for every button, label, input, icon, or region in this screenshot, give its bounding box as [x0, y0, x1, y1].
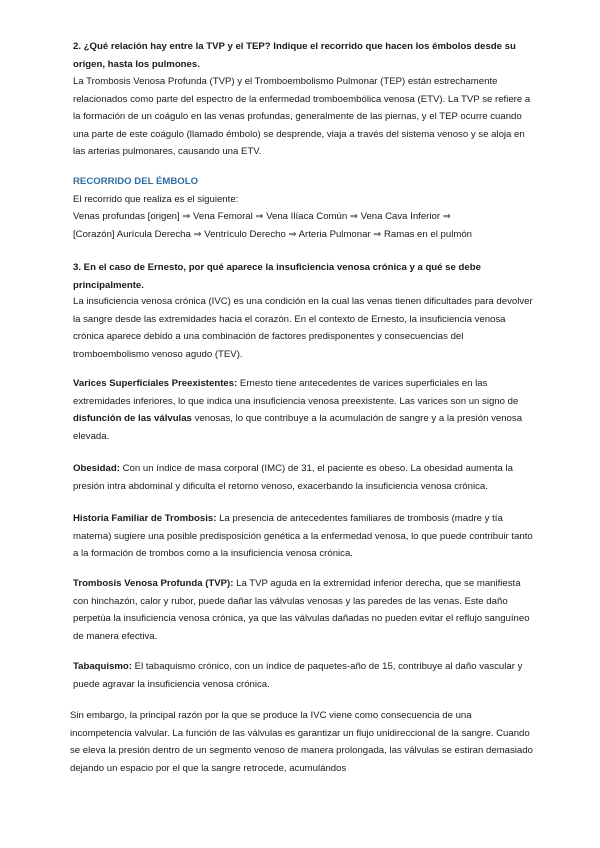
factor-text: La presencia de antecedentes familiares de trombosis (madre y tía materna) sugiere una posible predisposición genética a la enfermedad venosa, lo que puede contribuir tanto a la formación de trombos como a la insuficiencia venosa crónica.: [73, 513, 533, 560]
factor-tabaquismo: [73, 658, 535, 693]
route-line-1: Venas profundas [origen] ⇒ Vena Femoral ⇒ Vena Ilíaca Común ⇒ Vena Cava Inferior ⇒: [73, 211, 451, 222]
factor-label: Varices Superficiales Preexistentes:: [73, 378, 238, 389]
factor-label: Obesidad:: [73, 463, 120, 474]
factor-text: Ernesto tiene antecedentes de varices superficiales en las extremidades inferiores, lo que indica una insuficiencia venosa preexistente. Las varices son un signo de: [73, 378, 519, 407]
factor-text: Con un índice de masa corporal (IMC) de 31, el paciente es obeso. La obesidad aumenta la presión intra abdominal y dificulta el retorno venoso, exacerbando la insuficiencia venosa crónica.: [73, 463, 513, 492]
answer-3-paragraph: La insuficiencia venosa crónica (IVC) es una condición en la cual las venas tienen dificultades para devolver la sangre desde las extremidades hacia el corazón. En el contexto de Ernesto, la insuficiencia venosa crónica aparece debido a una combinación de factores predisponentes y consecuencias del tromboembolismo venoso agudo (TEV).: [73, 296, 533, 360]
factor-tvp: [73, 575, 535, 645]
factor-text: El tabaquismo crónico, con un índice de paquetes-año de 15, contribuye al daño vascular y puede agravar la insuficiencia venosa crónica.: [73, 661, 523, 690]
factor-text: La TVP aguda en la extremidad inferior derecha, que se manifiesta con hinchazón, calor y rubor, puede dañar las válvulas venosas y las paredes de las venas. Este daño perpetúa la insuficiencia venosa crónica, ya que las válvulas dañadas no pueden evitar el reflujo sanguíneo de manera efectiva.: [73, 578, 530, 642]
factor-label: Historia Familiar de Trombosis:: [73, 513, 217, 524]
factor-emphasis: disfunción de las válvulas: [73, 413, 192, 425]
closing-paragraph: Sin embargo, la principal razón por la que se produce la IVC viene como consecuencia de una incompetencia valvular. La función de las válvulas es garantizar un flujo unidireccional de la sangre. Cuando se eleva la presión dentro de un segmento venoso de manera prolongada, las válvulas se estiran demasiado dejando un espacio por el que la sangre retrocede, acumulándos: [70, 710, 533, 774]
factor-label: Trombosis Venosa Profunda (TVP):: [73, 578, 234, 589]
factor-text-cont: venosas, lo que contribuye a la acumulación de sangre y a la presión venosa elevada.: [73, 413, 523, 442]
route-heading: RECORRIDO DEL ÉMBOLO: [73, 176, 199, 187]
route-intro: El recorrido que realiza es el siguiente:: [73, 194, 239, 205]
factor-varices: [73, 375, 535, 445]
question-2: 2. ¿Qué relación hay entre la TVP y el TEP? Indique el recorrido que hacen los émbolos desde su origen, hasta los pulmones.: [73, 41, 516, 70]
answer-2-paragraph: La Trombosis Venosa Profunda (TVP) y el Tromboembolismo Pulmonar (TEP) están estrechamente relacionados como parte del espectro de la enfermedad tromboembólica venosa (ETV). La TVP se refiere a la formación de un coágulo en las venas profundas, generalmente de las piernas, y el TEP ocurre cuando una parte de este coágulo (llamado émbolo) se desprende, viaja a través del sistema venoso y se aloja en las arterias pulmonares, causando una ETV.: [73, 76, 531, 158]
factor-historia-familiar: [73, 510, 535, 563]
route-line-2: [Corazón] Aurícula Derecha ⇒ Ventrículo Derecho ⇒ Arteria Pulmonar ⇒ Ramas en el pulmón: [73, 229, 472, 240]
factor-label: Tabaquismo:: [73, 661, 132, 672]
factor-obesidad: [73, 460, 535, 495]
question-3: 3. En el caso de Ernesto, por qué aparece la insuficiencia venosa crónica y a qué se debe principalmente.: [73, 262, 481, 291]
